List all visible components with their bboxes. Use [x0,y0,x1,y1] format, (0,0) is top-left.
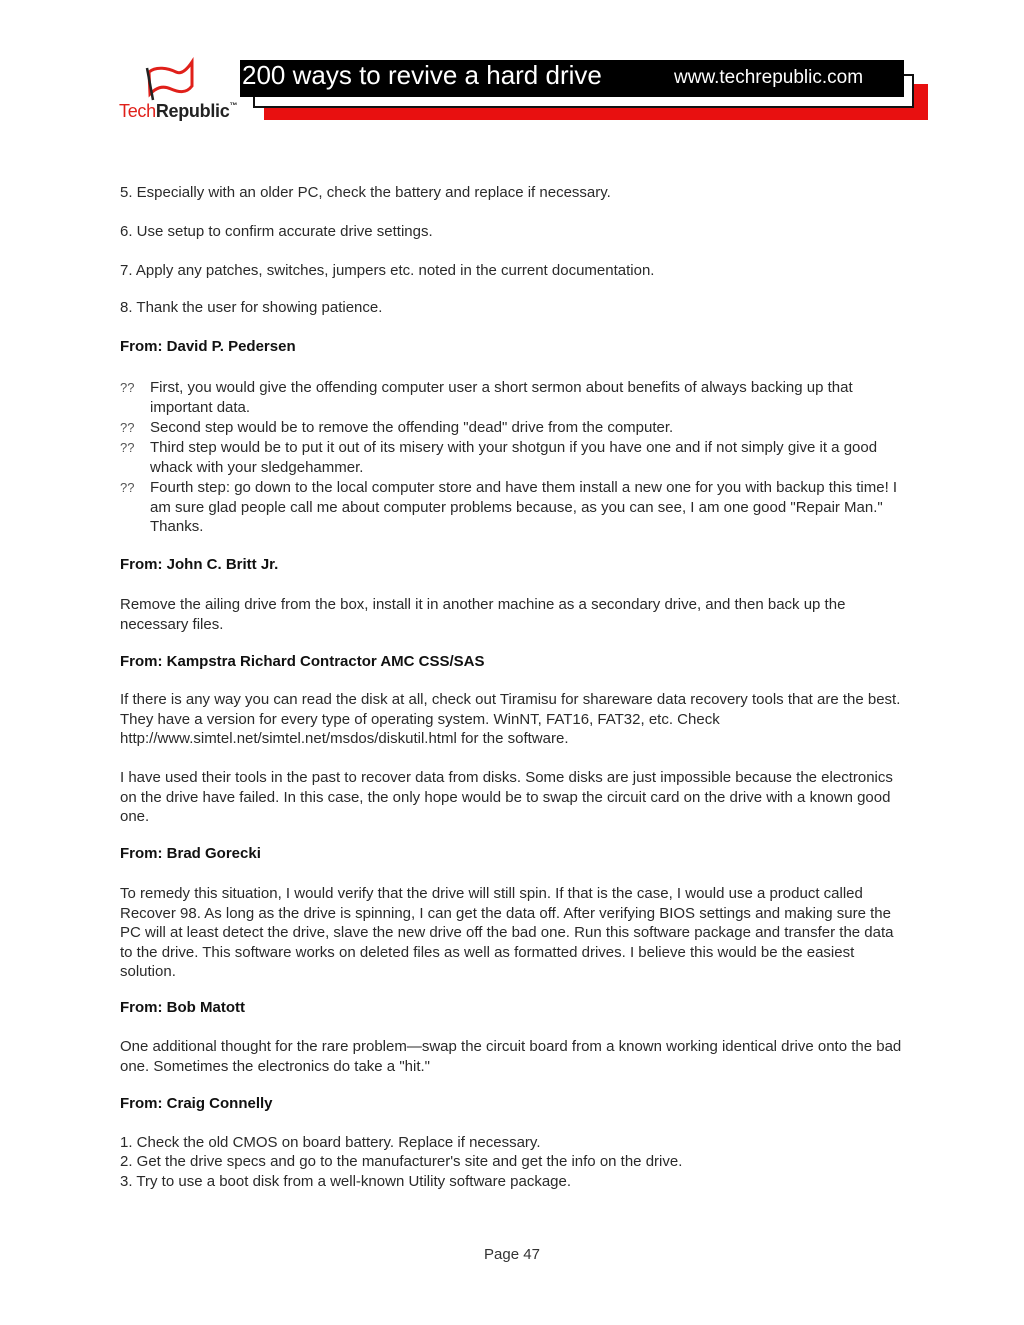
bullet-item [120,478,905,537]
section-heading-connelly: From: Craig Connelly [120,1095,273,1112]
techrepublic-logo-text [119,101,237,122]
paragraph: If there is any way you can read the disk at all, check out Tiramisu for shareware data recovery tools that are the best. They have a version for every type of operating system. WinNT, FAT16, FAT32, etc. Check http://www.simtel.net/simtel.net/msdos/diskutil.html for the software. [120,691,901,747]
list-item: 5. Especially with an older PC, check the battery and replace if necessary. [120,184,611,201]
logo-trademark: ™ [229,101,238,110]
page-number: Page 47 [484,1246,540,1263]
paragraph: Remove the ailing drive from the box, install it in another machine as a secondary drive, and then back up the necessary files. [120,596,846,633]
bullet-mark: ?? [120,380,135,395]
bullet-item [120,378,905,417]
bullet-item [120,438,905,477]
bullet-item [120,418,905,438]
logo-republic: Republic [155,101,230,121]
list-item: 3. Try to use a boot disk from a well-known Utility software package. [120,1173,572,1190]
bullet-mark: ?? [120,440,135,455]
bullet-mark: ?? [120,480,135,495]
section-heading-gorecki: From: Brad Gorecki [120,845,261,862]
site-url: www.techrepublic.com [674,67,864,88]
section-heading-kampstra: From: Kampstra Richard Contractor AMC CSS/SAS [120,653,485,670]
document-title: 200 ways to revive a hard drive [242,60,602,90]
list-item: 6. Use setup to confirm accurate drive settings. [120,223,433,240]
section-heading-pedersen: From: David P. Pedersen [120,338,296,355]
bullet-text: Second step would be to remove the offending "dead" drive from the computer. [150,419,674,436]
paragraph: One additional thought for the rare problem—swap the circuit board from a known working identical drive onto the bad one. Sometimes the electronics do take a "hit." [120,1038,902,1075]
list-item: 8. Thank the user for showing patience. [120,299,383,316]
section-heading-matott: From: Bob Matott [120,999,245,1016]
bullet-text: First, you would give the offending computer user a short sermon about benefits of always backing up that important data. [150,379,853,416]
section-heading-britt: From: John C. Britt Jr. [120,556,279,573]
list-item: 2. Get the drive specs and go to the manufacturer's site and get the info on the drive. [120,1153,683,1170]
list-item: 1. Check the old CMOS on board battery. Replace if necessary. [120,1134,541,1151]
logo-tech: Tech [119,101,156,121]
bullet-text: Fourth step: go down to the local computer store and have them install a new one for you with backup this time! I am sure glad people call me about computer problems because, as you can see, I am one good "Repair Man." Thanks. [150,479,898,535]
bullet-text: Third step would be to put it out of its misery with your shotgun if you have one and if not simply give it a good whack with your sledgehammer. [150,439,878,476]
bullet-mark: ?? [120,420,135,435]
list-item: 7. Apply any patches, switches, jumpers etc. noted in the current documentation. [120,262,655,279]
paragraph: I have used their tools in the past to recover data from disks. Some disks are just impossible because the electronics on the drive have failed. In this case, the only hope would be to swap the circuit card on the drive with a known good one. [120,769,893,825]
paragraph: To remedy this situation, I would verify that the drive will still spin. If that is the case, I would use a product called Recover 98. As long as the drive is spinning, I can get the data off. After verifying BIOS settings and making sure the PC will at least detect the drive, slave the new drive off the bad one. Run this software package and transfer the data to the drive. This software works on deleted files as well as formatted drives. I believe this would be the easiest solution. [120,885,894,980]
